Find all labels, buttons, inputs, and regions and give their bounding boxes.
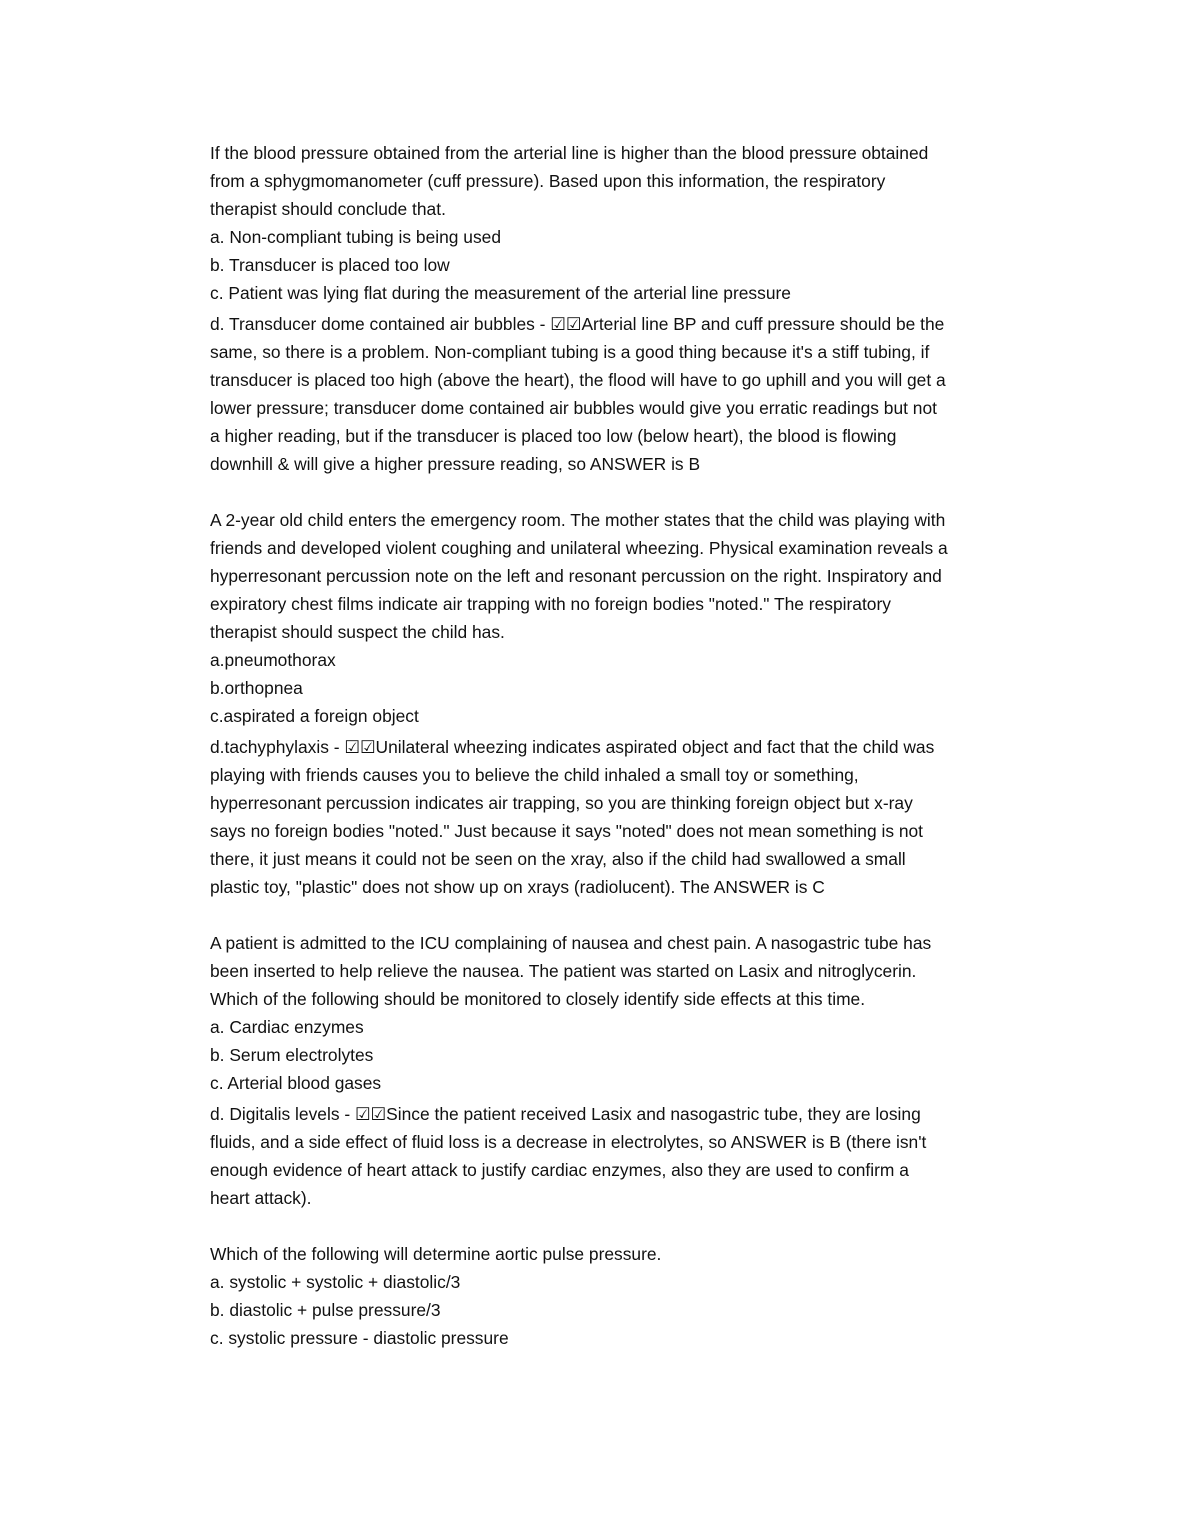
answer-option: c. Patient was lying flat during the measurement of the arterial line pressure <box>210 283 791 303</box>
answer-explanation-line: lower pressure; transducer dome contained air bubbles would give you erratic readings but not <box>210 398 937 418</box>
answer-explanation-line: there, it just means it could not be seen on the xray, also if the child had swallowed a small <box>210 849 906 869</box>
answer-explanation-line: enough evidence of heart attack to justify cardiac enzymes, also they are used to confirm a <box>210 1160 909 1180</box>
answer-option: b.orthopnea <box>210 678 303 698</box>
answer-option: b. diastolic + pulse pressure/3 <box>210 1300 441 1320</box>
question-stem-line: A patient is admitted to the ICU complaining of nausea and chest pain. A nasogastric tube has <box>210 933 932 953</box>
question-block <box>210 929 1070 1212</box>
answer-explanation-line: heart attack). <box>210 1188 312 1208</box>
question-stem-line: therapist should suspect the child has. <box>210 622 505 642</box>
answer-option: b. Transducer is placed too low <box>210 255 450 275</box>
answer-explanation-line: d. Transducer dome contained air bubbles - ☑☑Arterial line BP and cuff pressure should be the <box>210 314 945 334</box>
answer-explanation-line: same, so there is a problem. Non-compliant tubing is a good thing because it's a stiff tubing, if <box>210 342 930 362</box>
answer-explanation-line: says no foreign bodies "noted." Just because it says "noted" does not mean something is not <box>210 821 924 841</box>
question-block <box>210 1240 1070 1352</box>
answer-explanation-line: plastic toy, "plastic" does not show up on xrays (radiolucent). The ANSWER is C <box>210 877 825 897</box>
question-stem-line: If the blood pressure obtained from the arterial line is higher than the blood pressure obtained <box>210 143 929 163</box>
answer-option: a. Non-compliant tubing is being used <box>210 227 501 247</box>
answer-explanation-line: a higher reading, but if the transducer is placed too low (below heart), the blood is flowing <box>210 426 897 446</box>
question-stem-line: Which of the following should be monitored to closely identify side effects at this time. <box>210 989 866 1009</box>
question-stem-line: therapist should conclude that. <box>210 199 446 219</box>
question-stem-line: expiratory chest films indicate air trapping with no foreign bodies "noted." The respiratory <box>210 594 891 614</box>
answer-option: a. systolic + systolic + diastolic/3 <box>210 1272 461 1292</box>
question-block <box>210 139 1070 478</box>
answer-explanation-line: downhill & will give a higher pressure reading, so ANSWER is B <box>210 454 701 474</box>
document-page <box>210 139 1070 1380</box>
answer-explanation-line: d. Digitalis levels - ☑☑Since the patient received Lasix and nasogastric tube, they are losing <box>210 1104 921 1124</box>
question-stem-line: A 2-year old child enters the emergency room. The mother states that the child was playing with <box>210 510 946 530</box>
answer-explanation-line: d.tachyphylaxis - ☑☑Unilateral wheezing indicates aspirated object and fact that the child was <box>210 737 935 757</box>
answer-explanation-line: hyperresonant percussion indicates air trapping, so you are thinking foreign object but x-ray <box>210 793 913 813</box>
question-stem-line: Which of the following will determine aortic pulse pressure. <box>210 1244 662 1264</box>
answer-option: c. systolic pressure - diastolic pressure <box>210 1328 509 1348</box>
answer-option: a. Cardiac enzymes <box>210 1017 364 1037</box>
question-stem-line: from a sphygmomanometer (cuff pressure). Based upon this information, the respiratory <box>210 171 886 191</box>
answer-explanation-line: fluids, and a side effect of fluid loss is a decrease in electrolytes, so ANSWER is B (there isn't <box>210 1132 927 1152</box>
answer-option: b. Serum electrolytes <box>210 1045 374 1065</box>
answer-option: c.aspirated a foreign object <box>210 706 419 726</box>
answer-option: c. Arterial blood gases <box>210 1073 382 1093</box>
question-block <box>210 506 1070 901</box>
question-stem-line: hyperresonant percussion note on the left and resonant percussion on the right. Inspiratory and <box>210 566 942 586</box>
answer-explanation-line: playing with friends causes you to believe the child inhaled a small toy or something, <box>210 765 859 785</box>
question-stem-line: been inserted to help relieve the nausea. The patient was started on Lasix and nitroglycerin. <box>210 961 917 981</box>
answer-option: a.pneumothorax <box>210 650 336 670</box>
question-stem-line: friends and developed violent coughing and unilateral wheezing. Physical examination reveals a <box>210 538 948 558</box>
answer-explanation-line: transducer is placed too high (above the heart), the flood will have to go uphill and you will get a <box>210 370 946 390</box>
